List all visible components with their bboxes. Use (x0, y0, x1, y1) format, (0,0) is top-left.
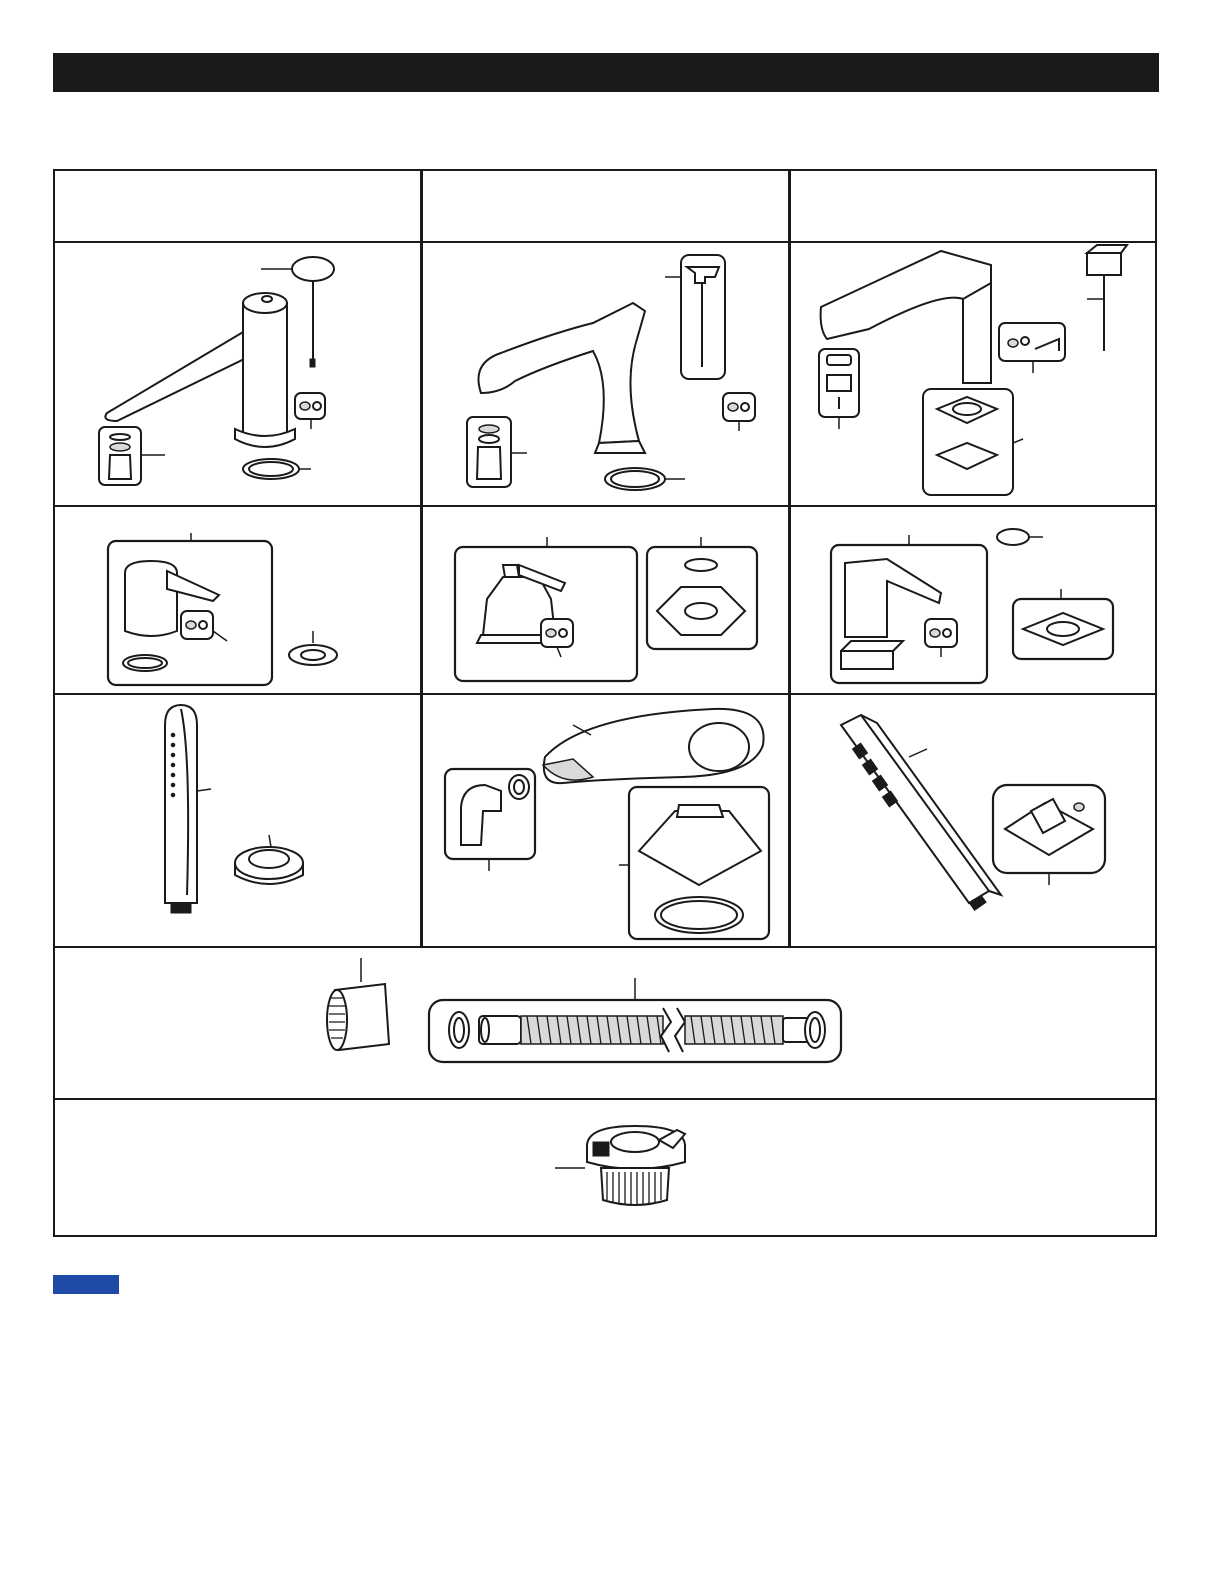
header-bar (53, 53, 1159, 92)
base-flange (639, 811, 761, 885)
hand-shower-body (841, 715, 989, 903)
square-faucet-spout-assembly (791, 243, 1157, 505)
hose-left-segment (521, 1016, 663, 1044)
hand-shower-elbow-and-base-kit (423, 695, 788, 946)
hose-and-adapter (55, 948, 1157, 1098)
escutcheon-plate (1023, 613, 1103, 645)
square-lever-handle-kit (791, 507, 1157, 693)
modern-lever-handle-kit (55, 507, 420, 693)
drain-knob (292, 257, 334, 281)
parts-table (53, 169, 1157, 1237)
cartridge (55, 1100, 1157, 1237)
traditional-faucet-spout-assembly (423, 243, 788, 505)
square-hand-shower (791, 695, 1157, 946)
column-header-3 (791, 171, 1157, 241)
modern-faucet-spout-assembly (55, 243, 420, 505)
column-header-2 (423, 171, 788, 241)
note-badge (53, 1275, 119, 1294)
mounting-ring (235, 847, 303, 879)
elbow-connector (461, 785, 501, 845)
hand-shower-body (165, 705, 197, 903)
escutcheon-plate (657, 587, 745, 635)
column-header-1 (55, 171, 420, 241)
escutcheon-ring (289, 645, 337, 665)
traditional-lever-handle-kit (423, 507, 788, 693)
round-hand-shower (55, 695, 420, 946)
